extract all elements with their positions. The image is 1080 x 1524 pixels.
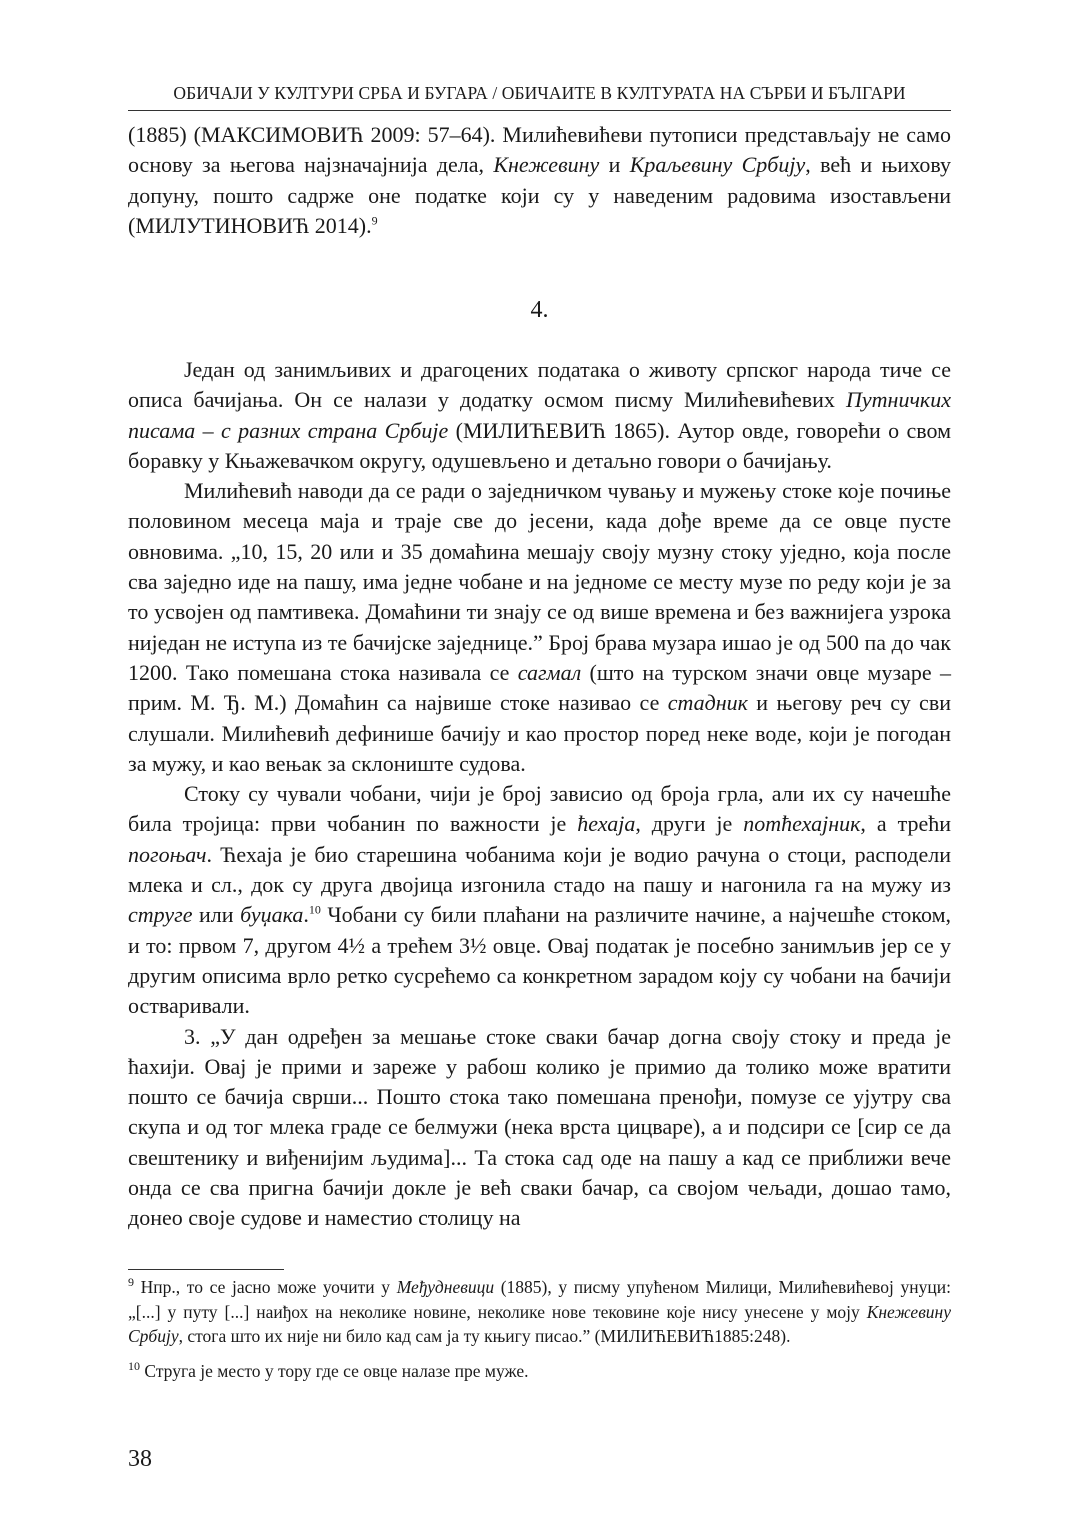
- paragraph-2: Милићевић наводи да се ради о заједничком чувању и мужењу стоке које почиње половином месеца маја и траје све до јесени, када дође време да се овце пусте овновима. „10, 15, 20 или и 35 домаћина мешају своју музну стоку уједно, која после сва заједно иде на пашу, има једне чобане и на једноме се месту музе по реду који је за то усвојен од памтивека. Домаћини ти знају се од више времена и без важнијега узрока ниједан не иступа из те бачијске заједнице.” Број брава музара ишао је од 500 па до чак 1200. Тако помешана стока називала се сагмал (што на турском значи овце музаре – прим. М. Ђ. М.) Домаћин са највише стоке називао се стадник и његову реч су сви слушали. Милићевић дефинише бачију и као простор поред неке воде, који је погодан за мужу, и као вењак за склониште судова.: [128, 478, 951, 776]
- paragraph-4: 3. „У дан одређен за мешање стоке сваки бачар догна своју стоку и преда је ћахији. Овај је прими и зареже у рабош колико је примио да толико може вратити пошто се бачија сврши... Пошто стока тако помешана пренођи, помузе се ујутру сва скупа и од тог млека граде се белмужи (нека врста цицваре), а и подсири се [сир се да свештенику и виђенијим људима]... Та стока сад оде на пашу а кад се приближи вече онда се сва пригна бачији докле је већ сваки бачар, са својом чељади, дошао тамо, донео своје судове и наместио столицу на: [128, 1023, 951, 1231]
- main-text: [128, 120, 951, 241]
- section-number: 4.: [530, 297, 549, 323]
- paragraph-1: Један од занимљивих и драгоцених података о животу српског народа тиче се описа бачијања. Он се налази у додатку осмом писму Милићевићевих Путничких писама – с разних страна Србије (МИЛИЋЕВИЋ 1865). Аутор овде, говорећи о свом боравку у Књажевачком округу, одушевљено и детаљно говори о бачијању.: [128, 357, 951, 473]
- footnotes: [128, 1275, 951, 1383]
- opening-paragraph: (1885) (МАКСИМОВИЋ 2009: 57–64). Милићевићеви путописи представљају не само основу за његова најзначајнија дела, Кнежевину и Краљевину Србију, већ и њихову допуну, пошто садрже оне податке који су у наведеним радовима изостављени (МИЛУТИНОВИЋ 2014).$^9$: [128, 122, 952, 238]
- footnote-ref-9: 9: [371, 213, 378, 228]
- footnote-9: $^9$ Нпр., то се јасно може уочити у Међудневици (1885), у писму упућеном Милици, Милићевићевој унуци: „[...] у путу [...] наиђох на неколике новине, неколике нове тековине које нису унесене у моју Кнежевину Србију, стога што их није ни било кад сам ја ту књигу писао.” (МИЛИЋЕВИЋ1885:248).: [128, 1275, 951, 1346]
- page-number: 38: [128, 1446, 152, 1472]
- paragraph-3: Стоку су чували чобани, чији је број зависио од броја грла, али их су начешће била тројица: први чобанин по важности је ћехаја, други је потћехајник, а трећи погоњач. Ћехаја је био старешина чобанима који је водио рачуна о стоци, расподели млека и сл., док су друга двојица изгонила стадо на пашу и нагонила га на мужу из струге или буџака.$^{10}$ Чобани су били плаћани на различите начине, а најчешће стоком, и то: првом 7, другом 4½ а трећем 3½ овце. Овај податак је посебно занимљив јер се у другим описима врло ретко сусрећемо са конкретном зарадом коју су чобани на бачији остваривали.: [128, 781, 952, 1019]
- running-header: ОБИЧАЈИ У КУЛТУРИ СРБА И БУГАРА / ОБИЧАИТЕ В КУЛТУРАТА НА СЪРБИ И БЪЛГАРИ: [173, 83, 906, 103]
- footnote-10: $^{10}$ Струга је место у тору где се овце налазе пре муже.: [128, 1358, 529, 1381]
- header-divider: [128, 110, 951, 111]
- section-text: [128, 355, 951, 1234]
- footnote-divider: [128, 1269, 284, 1270]
- footnote-ref-10: 10: [308, 903, 321, 918]
